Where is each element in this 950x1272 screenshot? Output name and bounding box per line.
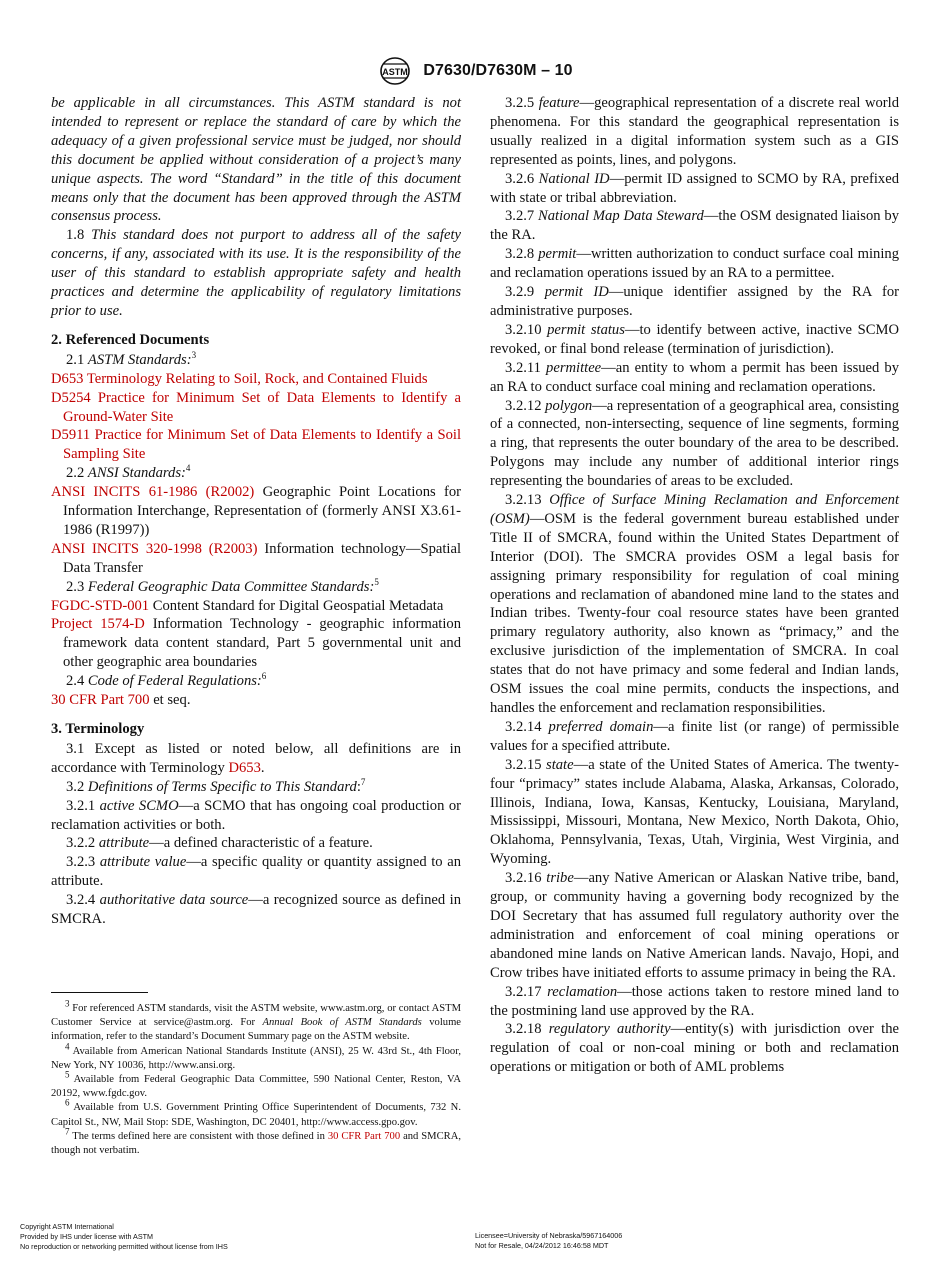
reference-fgdc: FGDC-STD-001 Content Standard for Digital Geospatial Metadata xyxy=(51,597,444,614)
footnote-divider xyxy=(51,992,148,993)
scope-1-8: 1.8 This standard does not purport to address all of the safety concerns, if any, associated with its use. It is the responsibility of the user of this standard to establish appropriate safety and health practices and determine the applicability of regulatory limitations prior to use. xyxy=(51,227,461,319)
definition-polygon: 3.2.12 polygon—a representation of a geographical area, consisting of a connected, non-intersecting, sequence of line segments, forming a ring, that represents the outer boundary of the area to be described. Polygons may include any number of additional interior rings representing the boundaries of areas to be excluded. xyxy=(490,397,900,490)
definition-permit-status: 3.2.10 permit status—to identify between active, inactive SCMO revoked, or final bond release (termination of jurisdiction). xyxy=(490,321,900,357)
definition-regulatory-authority: 3.2.18 regulatory authority—entity(s) with jurisdiction over the regulation of coal or non-coal mining or both and reclamation operations or mitigation or both of AML problems xyxy=(490,1021,899,1076)
scope-paragraph-cont: be applicable in all circumstances. This ASTM standard is not intended to represent or replace the standard of care by which the adequacy of a given professional service must be judged, nor should this document be applied without consideration of a project’s many unique aspects. The word “Standard” in the title of this document means only that the document has been approved through the ASTM consensus process. xyxy=(51,95,461,225)
footnote-5: $^5$ Available from Federal Geographic Data Committee, 590 National Center, Reston, VA 20192, www.fgdc.gov. xyxy=(51,1069,461,1100)
definition-feature: 3.2.5 feature—geographical representation of a discrete real world phenomena. For this standard the geographical representation is usually realized in a digital information system such as a GIS represented as points, lines, and polygons. xyxy=(490,95,899,168)
section-3-heading: 3. Terminology xyxy=(51,721,145,737)
link-d653[interactable]: D653 xyxy=(51,370,84,387)
link-ansi-61[interactable]: ANSI INCITS 61-1986 (R2002) xyxy=(51,484,255,501)
subsection-2-1: 2.1 ASTM Standards:$^3$ xyxy=(66,349,197,368)
page-header xyxy=(0,56,950,86)
footer-line: Copyright ASTM International xyxy=(20,1222,114,1231)
link-d653-terminology[interactable]: D653 xyxy=(228,759,261,776)
footnote-7: $^7$ The terms defined here are consistent with those defined in 30 CFR Part 700 and SMCRA, though not verbatim. xyxy=(51,1126,462,1157)
definition-tribe: 3.2.16 tribe—any Native American or Alaskan Native tribe, band, group, or community having a governing body recognized by the DOI Secretary that has assumed full regulatory authority over the administration and enforcement of coal mining operations or abandoned mine lands on Native American lands. Navajo, Hopi, and Crow tribes have initiated efforts to assume primacy in being the RA. xyxy=(490,870,899,981)
subsection-3-2: 3.2 Definitions of Terms Specific to This Standard:$^7$ xyxy=(66,776,366,795)
definition-permit-id: 3.2.9 permit ID—unique identifier assigned by the RA for administrative purposes. xyxy=(490,284,899,319)
footer-line: No reproduction or networking permitted without license from IHS xyxy=(20,1242,228,1251)
definition-national-id: 3.2.6 National ID—permit ID assigned to SCMO by RA, prefixed with state or tribal abbreviation. xyxy=(490,170,899,206)
reference-project-1574: Project 1574-D Information Technology - geographic information framework data content standard, Part 5 governmental unit and other geographic area boundaries xyxy=(51,616,461,671)
astm-logo-icon xyxy=(377,56,413,86)
link-project-1574[interactable]: Project 1574-D xyxy=(51,616,145,633)
section-2-heading: 2. Referenced Documents xyxy=(51,331,210,348)
link-d5254[interactable]: D5254 xyxy=(51,389,91,406)
reference-ansi-320: ANSI INCITS 320-1998 (R2003) Information technology—Spatial Data Transfer xyxy=(51,540,461,576)
footer-copyright xyxy=(20,1222,228,1252)
footnote-3: $^3$ For referenced ASTM standards, visit the ASTM website, www.astm.org, or contact ASTM Customer Service at service@astm.org. For Annual Book of ASTM Standards volume information, refer to the standard’s Document Summary page on the ASTM website. xyxy=(51,998,462,1043)
definition-national-map-data-steward: 3.2.7 National Map Data Steward—the OSM designated liaison by the RA. xyxy=(490,208,899,244)
reference-d653: D653 Terminology Relating to Soil, Rock, and Contained Fluids xyxy=(51,370,428,387)
definition-permit: 3.2.8 permit—written authorization to conduct surface coal mining and reclamation operations issued by an RA to a permittee. xyxy=(490,246,899,282)
definition-attribute: 3.2.2 attribute—a defined characteristic of a feature. xyxy=(66,835,373,852)
left-column xyxy=(51,94,461,929)
standard-designation: D7630/D7630M – 10 xyxy=(423,62,573,79)
footer-line: Provided by IHS under license with ASTM xyxy=(20,1232,154,1241)
reference-ansi-61: ANSI INCITS 61-1986 (R2002) Geographic Point Locations for Information Interchange, Representation of (formerly ANSI X3.61-1986 (R1997)) xyxy=(51,484,461,538)
footer-line: Licensee=University of Nebraska/5967164006 xyxy=(475,1231,623,1240)
link-30cfr[interactable]: 30 CFR Part 700 xyxy=(51,692,150,709)
definition-state: 3.2.15 state—a state of the United States of America. The twenty-four “primacy” states include Alabama, Alaska, Arkansas, Colorado, Illinois, Indiana, Iowa, Kansas, Kentucky, Louisiana, Maryland, Mississippi, Missouri, Montana, New Mexico, North Dakota, Ohio, Oklahoma, Pennsylvania, Texas, Utah, Virginia, West Virginia, and Wyoming. xyxy=(490,756,899,868)
definition-attribute-value: 3.2.3 attribute value—a specific quality or quantity assigned to an attribute. xyxy=(51,854,461,890)
link-30cfr-footnote[interactable]: 30 CFR Part 700 xyxy=(327,1130,401,1142)
subsection-2-2: 2.2 ANSI Standards:$^4$ xyxy=(66,463,191,482)
reference-d5911: D5911 Practice for Minimum Set of Data Elements to Identify a Soil Sampling Site xyxy=(51,427,461,463)
footnotes xyxy=(51,998,462,1158)
reference-30cfr: 30 CFR Part 700 et seq. xyxy=(51,692,191,709)
definition-active-scmo: 3.2.1 active SCMO—a SCMO that has ongoing coal production or reclamation activities or both. xyxy=(51,797,461,833)
astm-logo-text: ASTM xyxy=(382,67,409,77)
link-fgdc[interactable]: FGDC-STD-001 xyxy=(51,597,150,614)
definition-permittee: 3.2.11 permittee—an entity to whom a permit has been issued by an RA to conduct surface coal mining and reclamation operations. xyxy=(490,359,899,395)
subsection-2-4: 2.4 Code of Federal Regulations:$^6$ xyxy=(66,671,267,690)
subsection-2-3: 2.3 Federal Geographic Data Committee Standards:$^5$ xyxy=(66,576,379,595)
right-column xyxy=(490,94,899,1077)
reference-d5254: D5254 Practice for Minimum Set of Data Elements to Identify a Ground-Water Site xyxy=(51,389,461,425)
link-ansi-320[interactable]: ANSI INCITS 320-1998 (R2003) xyxy=(51,540,258,557)
footnote-6: $^6$ Available from U.S. Government Printing Office Superintendent of Documents, 732 N. Capitol St., NW, Mail Stop: SDE, Washington, DC 20401, http://www.access.gpo.gov. xyxy=(51,1097,461,1128)
footer-line: Not for Resale, 04/24/2012 16:46:58 MDT xyxy=(475,1241,609,1250)
definition-authoritative-data-source: 3.2.4 authoritative data source—a recognized source as defined in SMCRA. xyxy=(51,892,462,928)
footer-license xyxy=(475,1231,622,1251)
link-d5911[interactable]: D5911 xyxy=(51,427,91,444)
subsection-3-1: 3.1 Except as listed or noted below, all definitions are in accordance with Terminology D653. xyxy=(51,740,461,776)
definition-reclamation: 3.2.17 reclamation—those actions taken to restore mined land to the postmining land use approved by the RA. xyxy=(490,983,900,1019)
definition-preferred-domain: 3.2.14 preferred domain—a finite list (or range) of permissible values for a specified attribute. xyxy=(490,718,899,754)
definition-osm: 3.2.13 Office of Surface Mining Reclamation and Enforcement (OSM)—OSM is the federal government bureau established under Title II of SMCRA, found within the United States Department of Interior (DOI). The SMCRA provides OSM a legal basis for assigning primary responsibility for regulation of coal mining operations and reclamation of abandoned mine land to the states and Indian tribes. Twenty-four coal resource states have been granted primary regulatory authority, also known as “primacy,” and the exclusive jurisdiction of the implementation of SMCRA. In coal states that do not have primacy and some federal and Indian lands, OSM issues the coal mine permits, conducts the inspections, and handles the enforcement and reclamation responsibilities. xyxy=(490,492,899,716)
footnote-4: $^4$ Available from American National Standards Institute (ANSI), 25 W. 43rd St., 4th Floor, New York, NY 10036, http://www.ansi.org. xyxy=(51,1041,461,1071)
